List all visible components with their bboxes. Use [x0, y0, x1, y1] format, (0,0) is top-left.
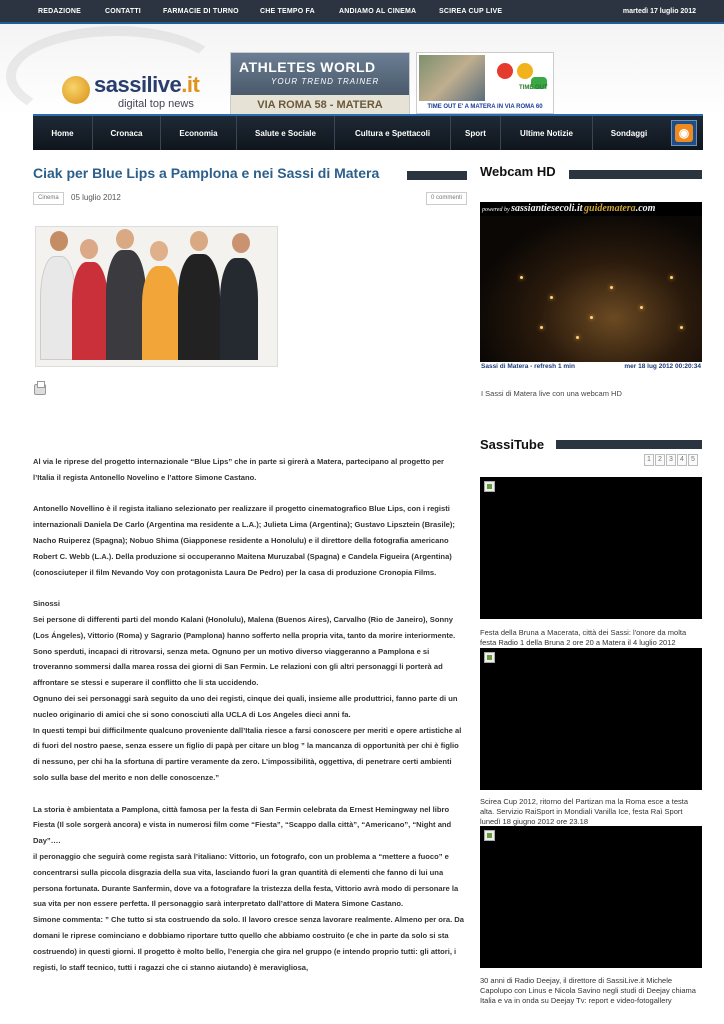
page-button-2[interactable]: 2 — [655, 454, 665, 466]
nav-home[interactable]: Home — [33, 116, 93, 150]
video-player[interactable] — [480, 648, 702, 790]
comments-count-link[interactable]: 0 commenti — [426, 192, 467, 205]
video-player[interactable] — [480, 477, 702, 619]
site-logo[interactable] — [62, 72, 222, 116]
ad-athletes-title: ATHLETES WORLD — [239, 59, 376, 75]
toplink-farmacie[interactable]: FARMACIE DI TURNO — [163, 8, 239, 15]
main-nav — [33, 114, 703, 150]
ad-athletes-subtitle: YOUR TREND TRAINER — [271, 77, 380, 86]
nav-cultura-spettacoli[interactable]: Cultura e Spettacoli — [335, 116, 451, 150]
rss-icon: ◉ — [675, 124, 693, 142]
post-date: 05 luglio 2012 — [71, 193, 121, 202]
article-paragraph: La storia è ambientata a Pamplona, città famosa per la festa di San Fermin celebrata da Ernest Hemingway nel libro Fiesta (Il sole sorgerà ancora) e vista in numerosi film come “Fiesta”, “Scappo dalla città”, “Americano”, “Night and Day”…. — [33, 804, 452, 846]
article-meta — [33, 192, 467, 206]
ad-timeout-logo-text: TIME OUT — [519, 85, 548, 91]
video-caption[interactable]: Scirea Cup 2012, ritorno del Partizan ma la Roma esce a testa alta. Servizio RaiSport in Mondiali Vanilla Ice, festa Raì Sport lunedì 18 giugno 2012 ore 23.18 — [480, 797, 689, 826]
runner-logo-icon — [491, 57, 551, 101]
article-paragraph: Ognuno dei sei personaggi sarà seguito da uno dei registi, cinque dei quali, insieme alle produttrici, fanno parte di un nucleo originario di amici che si sono conosciuti alla UCLA di Los Angeles dieci anni fa. — [33, 693, 458, 719]
nav-sport[interactable]: Sport — [451, 116, 501, 150]
top-bar — [0, 0, 724, 24]
webcam-image — [480, 216, 702, 362]
nav-sondaggi[interactable]: Sondaggi — [610, 128, 648, 138]
section-heading-sinossi: Sinossi — [33, 599, 61, 609]
video-placeholder-icon — [484, 481, 495, 492]
video-caption[interactable]: 30 anni di Radio Deejay, il direttore di SassiLive.it Michele Capolupo con Linus e Nicola Savino negli studi di Deejay chiama Italia e va in onda su Deejay Tv: report e video-fotogallery — [480, 976, 696, 1005]
ad-timeout-caption: TIME OUT E' A MATERA IN VIA ROMA 60 — [427, 104, 543, 110]
ad-banner-athletes-world[interactable] — [230, 52, 410, 114]
rss-feed-button[interactable] — [671, 120, 697, 146]
webcam-description: I Sassi di Matera live con una webcam HD — [481, 389, 622, 398]
page-button-5[interactable]: 5 — [688, 454, 698, 466]
page-button-4[interactable]: 4 — [677, 454, 687, 466]
print-icon[interactable] — [34, 384, 46, 395]
nav-economia[interactable]: Economia — [161, 116, 237, 150]
article-paragraph: Sei persone di differenti parti del mondo Kalani (Honolulu), Malena (Buenos Aires), Carvalho (Rio de Janeiro), Sonny (Los Ángeles), Vittorio (Roma) y Sagrario (Pamplona) hanno sofferto nella propria vita, tanto da morire interiormente. Sono sperduti, incapaci di ritrovarsi, senza meta. Ognuno per un motivo diverso viaggeranno a Pamplona e si troveranno sommersi dalla marea rossa dei giorni di San Fermin. Le relazioni con gli altri personaggi li porterà ad affrontare se stessi e superare il conflitto che li sta uccidendo. — [33, 614, 456, 688]
webcam-powered-by: powered by sassiantiesecoli.it guidematera.com — [480, 202, 702, 216]
toplink-cinema[interactable]: ANDIAMO AL CINEMA — [339, 8, 417, 15]
article-title: Ciak per Blue Lips a Pamplona e nei Sassi di Matera — [33, 165, 380, 181]
video-caption[interactable]: Festa della Bruna a Macerata, città dei Sassi: l'onore da molta festa Radio 1 della Bruna 2 ore 20 a Matera il 4 luglio 2012 — [480, 628, 687, 647]
article-title-row — [33, 165, 467, 187]
webcam-heading: Webcam HD — [480, 164, 556, 179]
article-paragraph: Al via le riprese del progetto internazionale “Blue Lips” che in parte si girerà a Matera, partecipano al progetto per l’Italia il regista Antonello Novelino e l’attore Simone Castano. — [33, 457, 445, 482]
heading-decoration-bar — [556, 440, 702, 449]
article-paragraph: il peronaggio che seguirà come regista sarà l’italiano: Vittorio, un fotografo, con un problema a “mettere a fuoco” e concentrarsi sulla piccola disgrazia della sua vita, lasciando fuori la gran quantità di elementi che fanno di lui una persona fortunata. Durante Sanfermin, dove va a fotografare la tristezza della festa, Vittorio avrà modo di personare la sua vita per non essere perfetta. Il personaggio sarà interpretato dall’attore di Matera Simone Castano. — [33, 851, 459, 909]
video-player[interactable] — [480, 826, 702, 968]
sassitube-heading: SassiTube — [480, 437, 545, 452]
article-photo — [35, 226, 278, 367]
article-body — [33, 454, 467, 975]
video-placeholder-icon — [484, 652, 495, 663]
article-paragraph: In questi tempi bui difficilmente qualcuno proveniente dall’Italia riesce a farsi conoscere per meriti e opere artistiche al di fuori del nostro paese, senza essere un figlio di papà per citare un blog ” la mancanza di opportunità per chi è figlio di nessuno, per chi ha la sfortuna di partire veramente da zero. L’impossibilità, oggettiva, di penetrare certi ambienti solo sulla base del merito e non delle conoscenze.” — [33, 725, 462, 782]
nav-salute-sociale[interactable]: Salute e Sociale — [237, 116, 335, 150]
toplink-meteo[interactable]: CHE TEMPO FA — [260, 8, 315, 15]
video-pager — [644, 454, 698, 466]
toplink-scirea-cup[interactable]: SCIREA CUP LIVE — [439, 8, 503, 15]
article-paragraph: Antonello Novellino è il regista italiano selezionato per realizzare il progetto cinematografico Blue Lips, con i registi internazionali Daniela De Carlo (Argentina ma residente a L.A.); Julieta Lima (Argentina); Gustavo Lipsztein (Brasile); Nacho Ruiperez (Spagna); Nobuo Shima (Giapponese residente a Honolulu) e il direttore della fotografia americano Robert C. Webb (L.A.). Della produzione si occuperanno Maitena Muruzabal (Spagna) e Candela Figueira (Argentina) (conosciuteper il film Nevando Voy con protagonista Laura De Pedro) per la casa di produzione Cronopia Films. — [33, 504, 455, 577]
logo-name: sassilive.it — [94, 72, 200, 97]
ad-banner-time-out[interactable] — [416, 52, 554, 114]
page-button-3[interactable]: 3 — [666, 454, 676, 466]
toplink-redazione[interactable]: REDAZIONE — [38, 8, 82, 15]
title-decoration-bar — [407, 171, 467, 180]
toplink-contatti[interactable]: CONTATTI — [105, 8, 141, 15]
current-date: martedì 17 luglio 2012 — [622, 8, 696, 15]
nav-ultime-notizie[interactable]: Ultime Notizie — [501, 116, 593, 150]
nav-cronaca[interactable]: Cronaca — [93, 116, 161, 150]
logo-tagline: digital top news — [118, 98, 194, 110]
category-badge[interactable]: Cinema — [33, 192, 64, 205]
webcam-caption: Sassi di Matera - refresh 1 min mer 18 lug 2012 00:20:34 — [481, 363, 701, 370]
ad-timeout-photo — [419, 55, 485, 101]
article-paragraph: Simone commenta: ” Che tutto si sta costruendo da solo. Il lavoro cresce senza lavorare realmente. Almeno per ora. Da domani le riprese cominciano e dobbiamo riportare tutto quello che abbiamo costruito (e che in parte da solo si sta costruendo) in questi giorni. Il progetto è molto bello, l’energia che gira nel gruppo (e intendo proprio tutti: gli attori, i registi, lo staff tecnico, tutti i ragazzi che ci stanno aiutando) è meravigliosa, — [33, 915, 465, 972]
bulb-icon — [62, 76, 90, 104]
site-header — [0, 24, 724, 116]
page-button-1[interactable]: 1 — [644, 454, 654, 466]
heading-decoration-bar — [569, 170, 702, 179]
video-placeholder-icon — [484, 830, 495, 841]
webcam-frame[interactable] — [480, 202, 702, 372]
ad-athletes-address: VIA ROMA 58 - MATERA — [231, 95, 409, 115]
